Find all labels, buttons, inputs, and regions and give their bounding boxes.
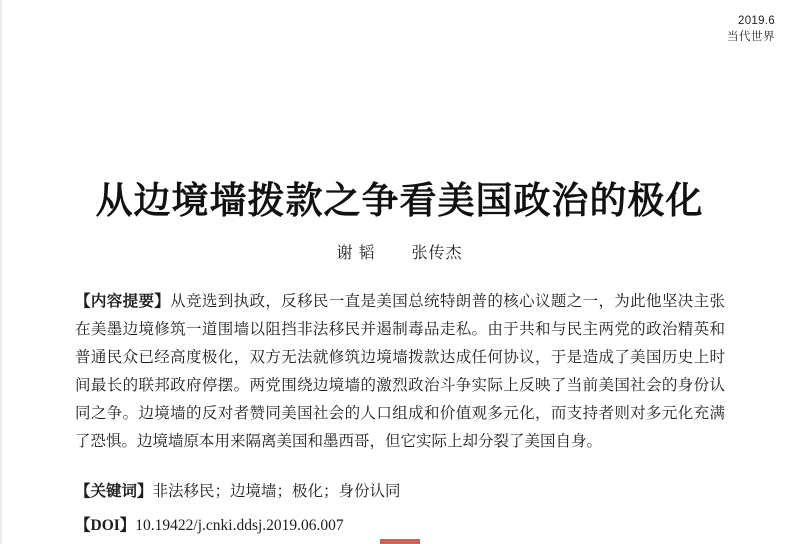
doi-label: 【DOI】 (75, 517, 136, 534)
abstract-block (75, 288, 725, 456)
journal-name: 当代世界 (727, 30, 775, 43)
footer-color-mark (380, 539, 420, 544)
author-list (0, 240, 799, 263)
doi-block (75, 512, 725, 540)
keywords-label: 【关键词】 (75, 483, 153, 500)
doi-value: 10.19422/j.cnki.ddsj.2019.06.007 (135, 517, 344, 534)
abstract-text: 从竞选到执政，反移民一直是美国总统特朗普的核心议题之一，为此他坚决主张在美墨边境修筑一道围墙以阻挡非法移民并遏制毒品走私。由于共和与民主两党的政治精英和普通民众已经高度极化，双方无法就修筑边境墙拨款达成任何协议，于是造成了美国历史上时间最长的联邦政府停摆。两党围绕边境墙的激烈政治斗争实际上反映了当前美国社会的身份认同之争。边境墙的反对者赞同美国社会的人口组成和价值观多元化，而支持者则对多元化充满了恐惧。边境墙原本用来隔离美国和墨西哥，但它实际上却分裂了美国自身。 (75, 293, 725, 450)
page-edge-shadow (0, 0, 3, 544)
keywords-text: 非法移民；边境墙；极化；身份认同 (152, 483, 401, 500)
journal-issue: 2019.6 (738, 15, 775, 27)
author-name-1: 谢 韬 (336, 245, 376, 262)
author-name-2: 张传杰 (411, 245, 463, 262)
journal-mark (727, 14, 775, 45)
keywords-block (75, 478, 725, 506)
page-title: 从边境墙拨款之争看美国政治的极化 (95, 180, 704, 221)
abstract-label: 【内容提要】 (75, 293, 171, 310)
